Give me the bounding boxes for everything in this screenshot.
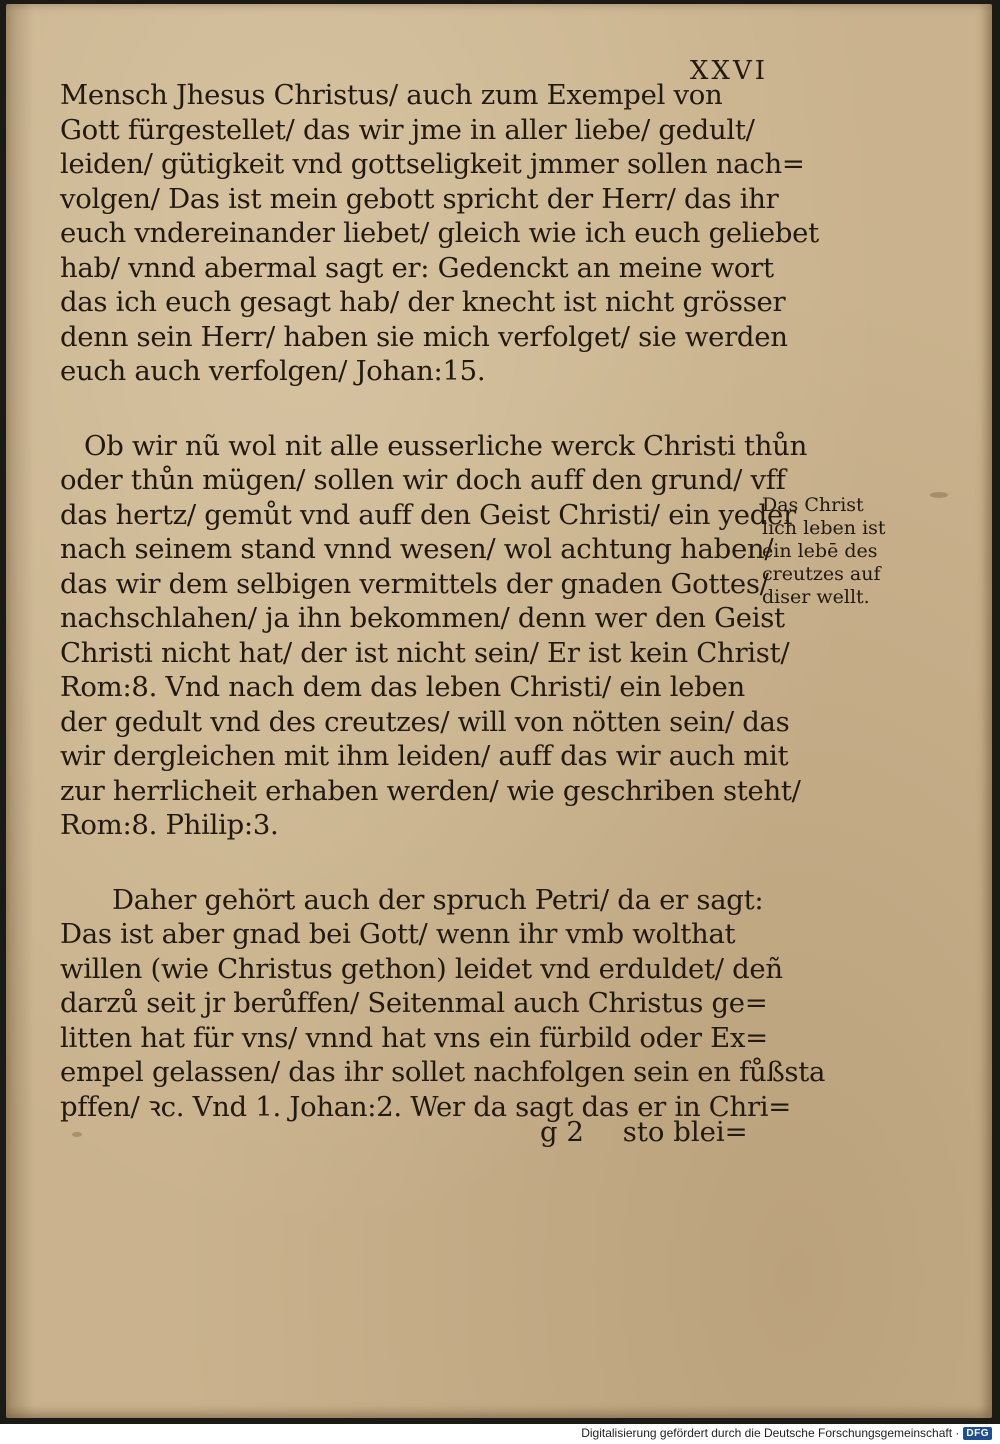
text-line: das wir dem selbigen vermittels der gnaden Gottes/ (60, 567, 769, 600)
credit-text: Digitalisierung gefördert durch die Deutsche Forschungsgemeinschaft · (581, 1426, 960, 1440)
marginal-line: lich leben ist (762, 517, 886, 539)
text-line: Das ist aber gnad bei Gott/ wenn ihr vmb wolthat (60, 918, 736, 950)
text-line: zur herrlicheit erhaben werden/ wie geschriben steht/ (60, 774, 801, 807)
marginal-line: ein lebē des (762, 540, 878, 562)
text-line: volgen/ Das ist mein gebott spricht der Herr/ das ihr (60, 182, 779, 215)
marginal-line: diser wellt. (762, 586, 870, 608)
text-line: Mensch Jhesus Christus/ auch zum Exempel von (60, 79, 723, 111)
text-line: das ich euch gesagt hab/ der knecht ist nicht grösser (60, 286, 786, 318)
text-line: euch auch verfolgen/ Johan:15. (60, 355, 486, 387)
text-line: oder thůn mügen/ sollen wir doch auff den grund/ vff (60, 464, 786, 496)
dfg-logo-icon: DFG (963, 1427, 992, 1440)
marginal-line: creutzes auf (762, 563, 881, 585)
text-line: litten hat für vns/ vnnd hat vns ein fürbild oder Ex= (60, 1021, 768, 1054)
text-line: Rom:8. Philip:3. (60, 809, 279, 841)
text-line: willen (wie Christus gethon) leidet vnd erduldet/ deñ (60, 952, 783, 985)
text-line: Daher gehört auch der spruch Petri/ da er sagt: (112, 883, 764, 916)
signature-mark: g 2 (540, 1116, 584, 1148)
text-line: denn sein Herr/ haben sie mich verfolget/ sie werden (60, 320, 788, 353)
text-line: der gedult vnd des creutzes/ will von nötten sein/ das (60, 705, 790, 738)
paragraph (60, 429, 808, 843)
signature-row (540, 1116, 748, 1148)
catchword: sto blei= (622, 1116, 748, 1148)
paragraph (60, 78, 819, 389)
paper-stain (930, 492, 948, 498)
text-line: Rom:8. Vnd nach dem das leben Christi/ ein leben (60, 671, 745, 703)
text-line: hab/ vnnd abermal sagt er: Gedenckt an meine wort (60, 251, 774, 284)
text-line: leiden/ gütigkeit vnd gottseligkeit jmmer sollen nach= (60, 148, 805, 180)
text-line: wir dergleichen mit ihm leiden/ auff das wir auch mit (60, 740, 789, 772)
marginal-line: Das Christ (762, 494, 864, 516)
text-line: nachschlahen/ ja ihn bekommen/ denn wer den Geist (60, 602, 785, 634)
text-line: empel gelassen/ das ihr sollet nachfolgen sein en fůßsta (60, 1056, 826, 1088)
paragraph (60, 883, 826, 1125)
text-line: nach seinem stand vnnd wesen/ wol achtung haben/ (60, 533, 774, 565)
text-line: darzů seit jr berůffen/ Seitenmal auch Christus ge= (60, 987, 768, 1019)
text-line: Ob wir nũ wol nit alle eusserliche werck Christi thůn (84, 429, 808, 462)
text-line: Christi nicht hat/ der ist nicht sein/ Er ist kein Christ/ (60, 636, 790, 669)
marginal-note (762, 494, 902, 609)
text-line: euch vndereinander liebet/ gleich wie ich euch geliebet (60, 217, 819, 249)
text-line: Gott fürgestellet/ das wir jme in aller liebe/ gedult/ (60, 113, 755, 146)
digitization-credit (581, 1426, 992, 1440)
text-line: das hertz/ gemůt vnd auff den Geist Christi/ ein yeder (60, 498, 796, 531)
text-line: pffen/ ꝛc. Vnd 1. Johan:2. Wer da sagt das er in Chri= (60, 1090, 792, 1123)
page-number: XXVI (689, 56, 768, 86)
